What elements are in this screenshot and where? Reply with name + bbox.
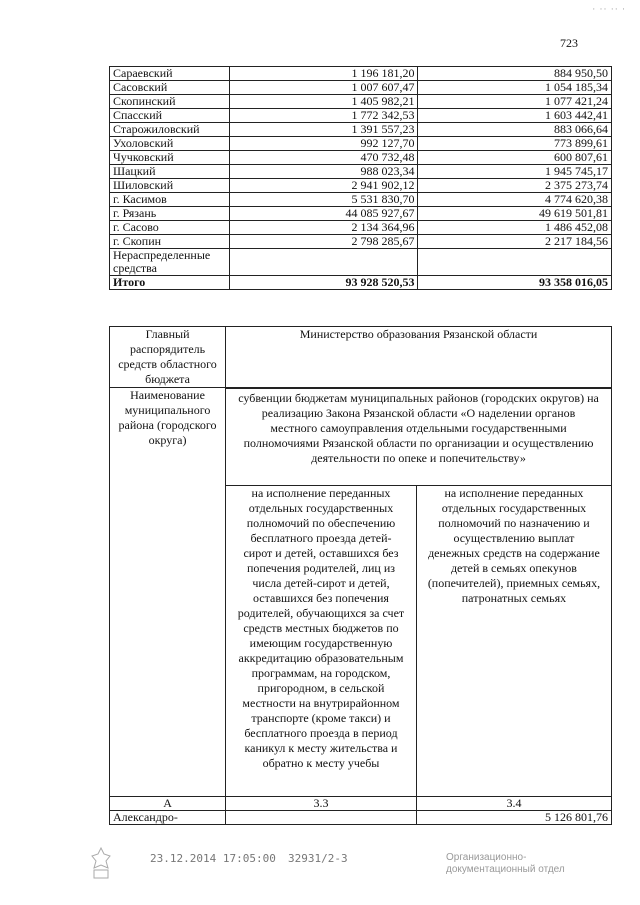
footer-date: 23.12.2014 17:05:00: [150, 852, 276, 865]
district-col2: 1 603 442,41: [418, 109, 612, 123]
name-label: Наименование муниципального района (городского округа): [110, 388, 226, 797]
district-col2: 884 950,50: [418, 67, 612, 81]
total-col2: 93 358 016,05: [418, 276, 612, 290]
district-name: Чучковский: [110, 151, 230, 165]
subvention-row: [110, 388, 612, 486]
district-col2: 4 774 620,38: [418, 193, 612, 207]
district-name: Шацкий: [110, 165, 230, 179]
district-col2: 1 054 185,34: [418, 81, 612, 95]
district-row: [110, 81, 612, 95]
district-name: г. Сасово: [110, 221, 230, 235]
district-col1: 992 127,70: [229, 137, 418, 151]
district-col2: 1 077 421,24: [418, 95, 612, 109]
footer-org: Организационно-документационный отдел: [446, 852, 565, 875]
district-name: г. Касимов: [110, 193, 230, 207]
header-label: Главный распорядитель средств областного бюджета: [110, 327, 226, 388]
district-col2: 600 807,61: [418, 151, 612, 165]
district-row: [110, 67, 612, 81]
index-a: А: [110, 796, 226, 810]
district-row: [110, 109, 612, 123]
district-name: г. Скопин: [110, 235, 230, 249]
district-col1: 988 023,34: [229, 165, 418, 179]
district-row: [110, 123, 612, 137]
page-number: 723: [560, 36, 578, 50]
district-col1: 44 085 927,67: [229, 207, 418, 221]
district-row: [110, 221, 612, 235]
district-col2: 2 217 184,56: [418, 235, 612, 249]
total-col1: 93 928 520,53: [229, 276, 418, 290]
district-row: [110, 235, 612, 249]
district-col2: 1 945 745,17: [418, 165, 612, 179]
district-name: Старожиловский: [110, 123, 230, 137]
col4-description: на исполнение переданных отдельных государственных полномочий по назначению и осуществлению выплат денежных средств на содержание детей в семьях опекунов (попечителей), приемных семьях, патронатных семьях: [416, 485, 611, 796]
district-name: Спасский: [110, 109, 230, 123]
district-row: [110, 179, 612, 193]
district-row: [110, 95, 612, 109]
total-row: [110, 276, 612, 290]
index-col4: 3.4: [416, 796, 611, 810]
district-name: Скопинский: [110, 95, 230, 109]
index-col3: 3.3: [226, 796, 417, 810]
district-row: [110, 151, 612, 165]
district-row-alexandro: [110, 810, 612, 824]
district-col1: 1 405 982,21: [229, 95, 418, 109]
district-name: Нераспределенные средства: [110, 249, 230, 276]
district-row: [110, 137, 612, 151]
last-row-col3: [226, 810, 417, 824]
district-col1: 1 196 181,20: [229, 67, 418, 81]
district-col1: 2 134 364,96: [229, 221, 418, 235]
col3-description: на исполнение переданных отдельных государственных полномочий по обеспечению бесплатного проезда детей-сирот и детей, оставшихся без попечения родителей, лиц из числа детей-сирот и детей, оставшихся без попечения родителей, обучающихся за счет средств местных бюджетов по имеющим государственную аккредитацию образовательным программам, на городском, пригородном, в сельской местности на внутрирайонном транспорте (кроме такси) и бесплатного проезда в период каникул к месту жительства и обратно к месту учебы: [226, 485, 417, 796]
district-col2: 1 486 452,08: [418, 221, 612, 235]
last-row-col4: 5 126 801,76: [416, 810, 611, 824]
district-col2: [418, 249, 612, 276]
header-row: [110, 327, 612, 388]
district-col1: 1 772 342,53: [229, 109, 418, 123]
subvention-table: [109, 326, 612, 825]
district-row: [110, 165, 612, 179]
district-col2: 49 619 501,81: [418, 207, 612, 221]
district-col1: [229, 249, 418, 276]
district-name: Сасовский: [110, 81, 230, 95]
district-col2: 883 066,64: [418, 123, 612, 137]
district-name: Шиловский: [110, 179, 230, 193]
district-col1: 2 798 285,67: [229, 235, 418, 249]
total-label: Итого: [110, 276, 230, 290]
district-name: Ухоловский: [110, 137, 230, 151]
header-value: Министерство образования Рязанской области: [226, 327, 612, 388]
district-rows: [110, 67, 612, 276]
district-totals-table: [109, 66, 612, 290]
index-row: [110, 796, 612, 810]
corner-mark: · ·· ·· ·: [592, 4, 626, 14]
subvention-description: субвенции бюджетам муниципальных районов (городских округов) на реализацию Закона Рязанской области «О наделении органов местного самоуправления отдельными государственными полномочиями Рязанской области по организации и осуществлению деятельности по опеке и попечительству»: [226, 388, 612, 486]
district-name: Сараевский: [110, 67, 230, 81]
district-row: [110, 249, 612, 276]
district-name: г. Рязань: [110, 207, 230, 221]
district-row: [110, 207, 612, 221]
footer-doc-number: 32931/2-3: [288, 852, 348, 865]
last-row-name: Александро-: [110, 810, 226, 824]
district-col1: 2 941 902,12: [229, 179, 418, 193]
district-col1: 5 531 830,70: [229, 193, 418, 207]
district-col1: 1 391 557,23: [229, 123, 418, 137]
district-col2: 2 375 273,74: [418, 179, 612, 193]
district-col1: 470 732,48: [229, 151, 418, 165]
district-col2: 773 899,61: [418, 137, 612, 151]
district-col1: 1 007 607,47: [229, 81, 418, 95]
district-row: [110, 193, 612, 207]
coat-of-arms-icon: [88, 846, 114, 880]
